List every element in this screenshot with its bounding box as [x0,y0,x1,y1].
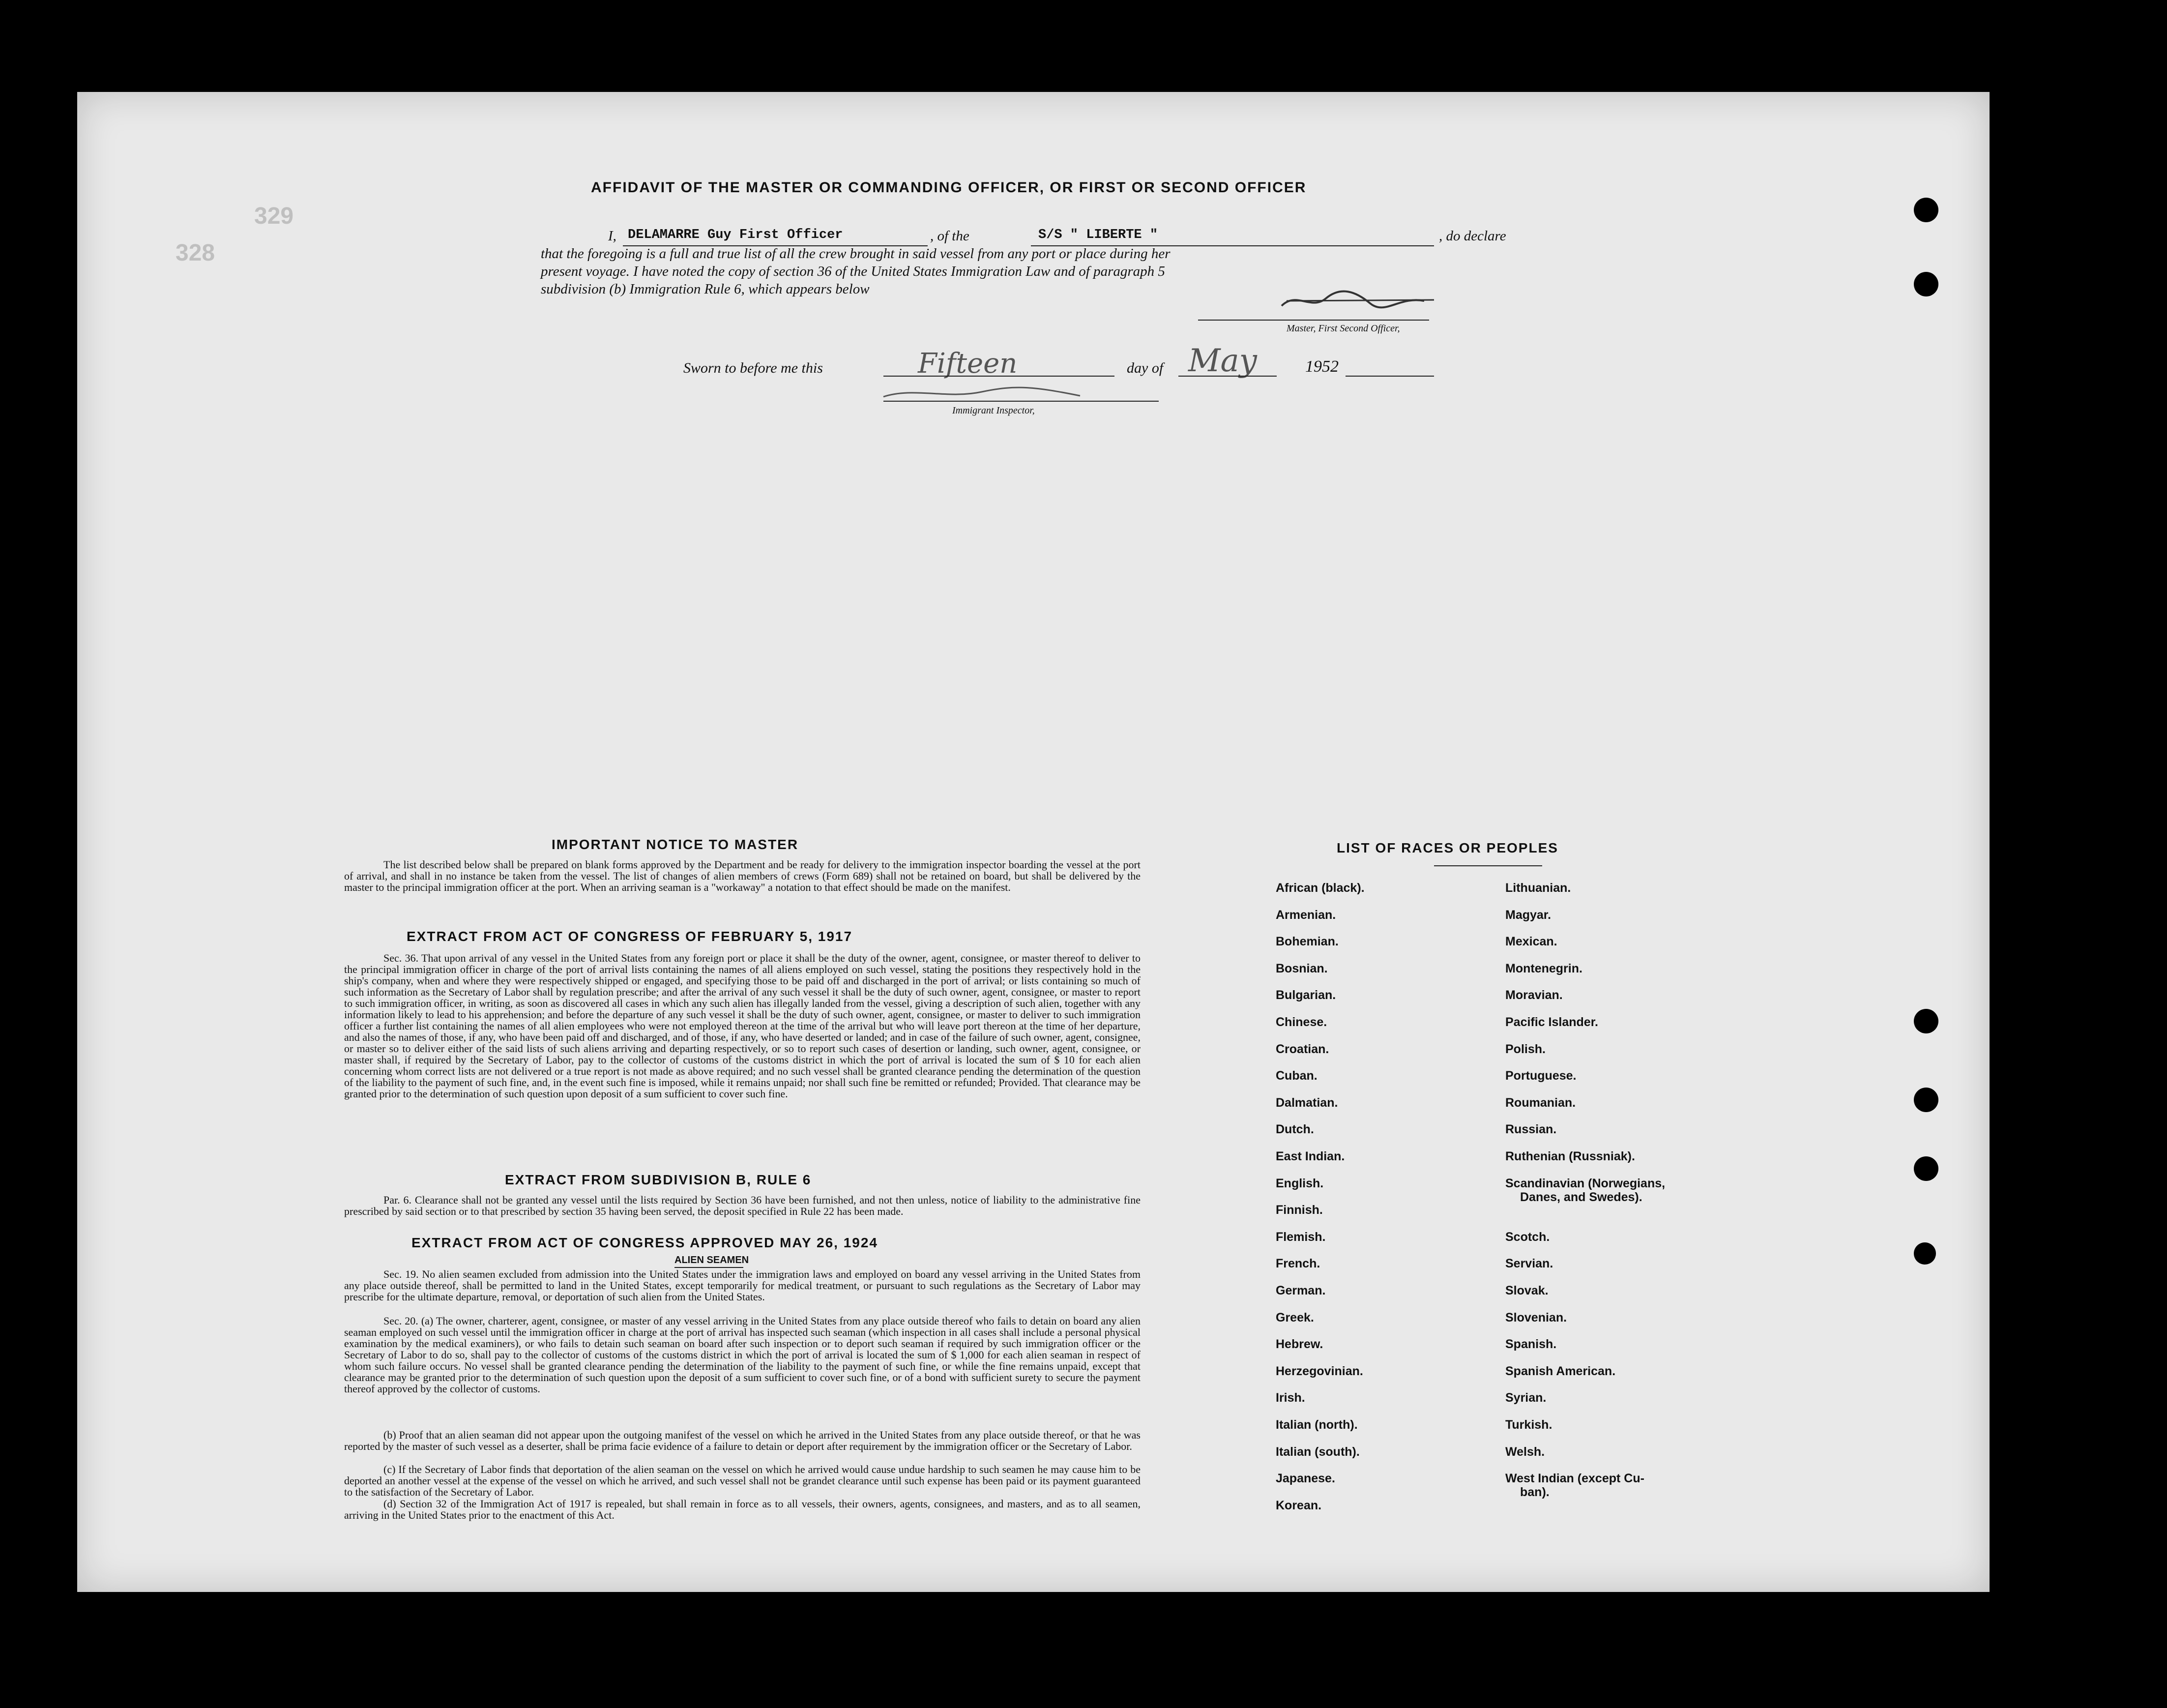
extract-rule6-title: EXTRACT FROM SUBDIVISION B, RULE 6 [505,1172,812,1187]
race-item: Roumanian. [1505,1095,1576,1110]
race-item: Portuguese. [1505,1069,1577,1083]
race-item: Pacific Islander. [1505,1015,1598,1029]
race-item: Magyar. [1505,908,1552,922]
extract-1924-sec20d: (d) Section 32 of the Immigration Act of 1917 is repealed, but shall remain in force as to all vessels, their owners, agents, consignees, and masters, and as to all seamen, arriving in the United States prior to the enactment of this Act. [344,1498,1141,1521]
race-item: Spanish American. [1505,1364,1616,1378]
race-item: Bohemian. [1276,935,1339,949]
race-item: Slovak. [1505,1284,1549,1297]
race-item: Dutch. [1276,1122,1314,1137]
race-item: Scandinavian (Norwegians, [1505,1176,1666,1190]
race-item: East Indian. [1276,1149,1345,1163]
extract-1917-title: EXTRACT FROM ACT OF CONGRESS OF FEBRUARY 5, 1917 [407,929,853,944]
sworn-year[interactable]: 1952 [1305,357,1339,376]
race-item: Flemish. [1276,1230,1326,1244]
race-item: Bosnian. [1276,961,1328,975]
sworn-month[interactable]: May [1188,343,1257,379]
race-item: Welsh. [1505,1444,1545,1459]
race-item: West Indian (except Cu- [1505,1472,1644,1486]
race-item: Irish. [1276,1391,1305,1405]
race-item: ban). [1520,1485,1550,1500]
race-item: Hebrew. [1276,1337,1323,1352]
month-line [1178,376,1277,377]
race-item: Servian. [1505,1257,1553,1271]
race-item: Syrian. [1505,1391,1547,1405]
race-item: Danes, and Swedes). [1520,1190,1642,1204]
inspector-signature [874,377,1119,407]
race-item: Dalmatian. [1276,1095,1338,1110]
inspector-caption: Immigrant Inspector, [952,405,1035,416]
master-signature [1277,286,1439,316]
bleed-through-number: 328 [176,240,215,266]
extract-1924-subtitle: ALIEN SEAMEN [674,1255,749,1266]
affidavit-line: that the foregoing is a full and true list of all the crew brought in said vessel from any port or place during her [541,246,1171,262]
race-item: Mexican. [1505,935,1557,949]
affidavit-line: present voyage. I have noted the copy of section 36 of the United States Immigration Law and of paragraph 5 [541,264,1165,279]
punch-hole [1914,1009,1938,1033]
punch-hole [1914,1156,1938,1181]
races-title-underline [1434,865,1542,866]
officer-name[interactable]: DELAMARRE Guy First Officer [628,228,843,242]
bleed-through-number: 329 [254,203,294,229]
year-line [1346,376,1434,377]
race-item: Korean. [1276,1498,1322,1512]
race-item: Russian. [1505,1122,1557,1137]
punch-hole [1914,1242,1936,1265]
race-item: Armenian. [1276,908,1336,922]
of-the-text: , of the [930,228,969,244]
sworn-text: Sworn to before me this [683,360,823,376]
race-item: Cuban. [1276,1069,1318,1083]
punch-hole [1914,272,1938,296]
extract-1924-title: EXTRACT FROM ACT OF CONGRESS APPROVED MAY 26, 1924 [411,1235,878,1250]
race-item: Ruthenian (Russniak). [1505,1149,1635,1163]
race-item: Moravian. [1505,988,1563,1002]
affidavit-title: AFFIDAVIT OF THE MASTER OR COMMANDING OFFICER, OR FIRST OR SECOND OFFICER [591,179,1307,196]
notice-title: IMPORTANT NOTICE TO MASTER [552,837,799,852]
extract-1924-sec20c: (c) If the Secretary of Labor finds that deportation of the alien seaman on the vessel on which he arrived would cause undue hardship to such seamen he may cause him to be deported an another vessel at the expense of the vessel on which he arrived, and such vessel shall not be grandet clearance until such expense has been paid or its payment guaranteed to the satisfaction of the Secretary of Labor. [344,1463,1141,1498]
extract-rule6-body: Par. 6. Clearance shall not be granted any vessel until the lists required by Section 36 have been furnished, and not then unless, notice of liability to the administrative fine prescribed by said section or to that prescribed by section 35 having been served, the deposit specified in Rule 22 has been made. [344,1194,1141,1217]
race-item: Greek. [1276,1310,1314,1325]
race-item: Turkish. [1505,1418,1552,1432]
signature-line [1198,320,1429,321]
race-item: African (black). [1276,881,1365,895]
race-item: Finnish. [1276,1203,1323,1217]
race-item: Italian (north). [1276,1418,1358,1432]
race-item: Bulgarian. [1276,988,1336,1002]
document-page [77,92,1990,1592]
race-item: French. [1276,1257,1320,1271]
day-line [883,376,1114,377]
sworn-day[interactable]: Fifteen [918,348,1018,380]
officer-caption: Master, First Second Officer, [1287,323,1400,334]
extract-1924-sec20b: (b) Proof that an alien seaman did not appear upon the outgoing manifest of the vessel on which he arrived in the United States from any place outside thereof, or that he was reported by the master of such vessel as a deserter, shall be prima facie evidence of a failure to detain or deport after requirement by the immigration officer or the Secretary of Labor. [344,1429,1141,1452]
race-item: Polish. [1505,1042,1546,1056]
do-declare-text: , do declare [1439,228,1506,244]
race-item: Chinese. [1276,1015,1327,1029]
race-item: Spanish. [1505,1337,1557,1352]
extract-1924-sec20a: Sec. 20. (a) The owner, charterer, agent, consignee, or master of any vessel arriving in the United States from any place outside thereof who fails to detain on board any alien seaman employed on such vessel until the immigration officer in charge at the port of arrival has inspected such seaman (which inspection in all cases shall include a personal physical examination by the medical examiners), or who fails to detain such seaman on board after such inspection or to deport such seaman if required by such immigration officer or the Secretary of Labor to do so, shall pay to the collector of customs of the customs district in which the port of arrival is located the sum of $ 1,000 for each alien seaman in respect of whom such failure occurs. No vessel shall be granted clearance pending the determination of the liability to the payment of such fine, or while the fine remains unpaid, except that clearance may be granted prior to the determination of such question upon the deposit of a sum sufficient to cover such fine, or of a bond with sufficient surety to secure the payment thereof approved by the collector of customs. [344,1315,1141,1395]
race-item: German. [1276,1284,1326,1297]
race-item: Japanese. [1276,1472,1335,1486]
extract-1917-body: Sec. 36. That upon arrival of any vessel in the United States from any foreign port or place it shall be the duty of the owner, agent, consignee, or master thereof to deliver to the principal immigration officer in charge of the port of arrival lists containing the names of all aliens employed on such vessel, stating the positions they respectively hold in the ship's company, when and where they were respectively shipped or engaged, and specifying those to be paid off and discharged in the port of arrival; or lists containing so much of such information as the Secretary of Labor shall by regulation prescribe; and after the arrival of any such vessel it shall be the duty of such owner, agent, consignee, or master to report to such immigration officer, in writing, as soon as discovered all cases in which any such alien has illegally landed from the vessel, giving a description of such alien, together with any information likely to lead to his apprehension; and before the departure of any such vessel it shall be the duty of such owner, agent, consignee, or master to deliver to such immigration officer a further list containing the names of all alien employees who were not employed thereon at the time of the arrival but who will leave port thereon at the time of her departure, and also the names of those, if any, who have been paid off and discharged, and of those, if any, who have deserted or landed; and in case of the failure of such owner, agent, consignee, or master so to deliver either of the said lists of such aliens arriving and departing respectively, or so to report such cases of desertion or landing, such owner, agent, consignee, or master shall, if required by the Secretary of Labor, pay to the collector of customs of the customs district in which the port of arrival is located the sum of $ 10 for each alien concerning whom correct lists are not delivered or a true report is not made as above required; and no such vessel shall be granted clearance pending the determination of the question of the liability to the payment of such fine, and, in the event such fine is imposed, while it remains unpaid; nor shall such fine be remitted or refunded; Provided. That clearance may be granted prior to the determination of such question upon deposit of a sum sufficient to cover such fine. [344,952,1141,1100]
race-item: Slovenian. [1505,1310,1567,1325]
race-item: English. [1276,1176,1324,1190]
race-item: Montenegrin. [1505,961,1582,975]
vessel-name[interactable]: S/S " LIBERTE " [1038,228,1158,242]
day-of-text: day of [1127,360,1164,376]
race-item: Scotch. [1505,1230,1550,1244]
affidavit-line: subdivision (b) Immigration Rule 6, which appears below [541,281,870,297]
notice-body: The list described below shall be prepared on blank forms approved by the Department and be ready for delivery to the immigration inspector boarding the vessel at the port of arrival, and shall in no instance be taken from the vessel. The list of changes of alien members of crews (Form 689) shall not be retained on board, but shall be delivered by the master to the principal immigration officer at the port. When an arriving seaman is a "workaway" a notation to that effect should be made on the manifest. [344,858,1141,893]
inspector-line [883,401,1159,402]
race-item: Lithuanian. [1505,881,1571,895]
races-title: LIST OF RACES OR PEOPLES [1337,840,1558,855]
race-item: Herzegovinian. [1276,1364,1363,1378]
race-item: Italian (south). [1276,1444,1360,1459]
extract-1924-sec19: Sec. 19. No alien seamen excluded from admission into the United States under the immigration laws and employed on board any vessel arriving in the United States from any place outside thereof, shall be permitted to land in the United States, except temporarily for medical treatment, or pursuant to such regulations as the Secretary of Labor may prescribe for the ultimate departure, removal, or deportation of such alien from the United States. [344,1268,1141,1303]
punch-hole [1914,198,1938,222]
declare-prefix: I, [608,228,616,244]
punch-hole [1914,1088,1938,1112]
race-item: Croatian. [1276,1042,1329,1056]
